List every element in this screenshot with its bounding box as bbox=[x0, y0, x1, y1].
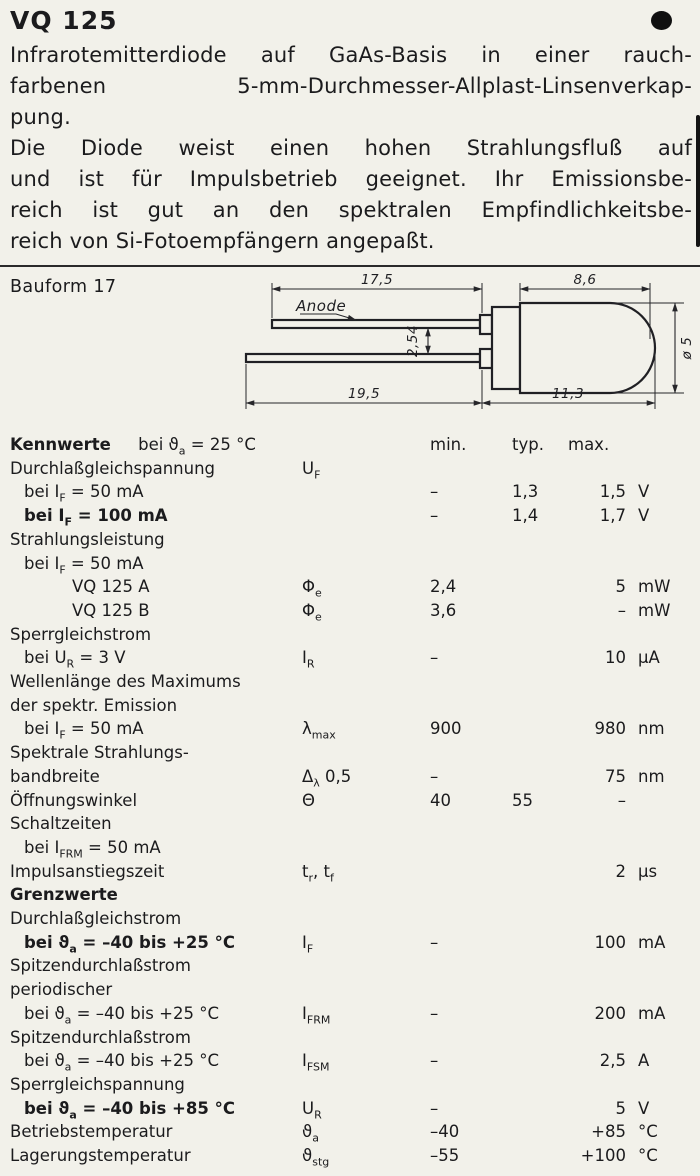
intro-line: reich von Si-Fotoempfängern angepaßt. bbox=[10, 229, 435, 253]
row-unit bbox=[632, 670, 692, 694]
cathode-lead bbox=[246, 354, 480, 362]
row-max-value bbox=[558, 978, 632, 1002]
row-unit: A bbox=[638, 1051, 650, 1071]
row-min-value: –55 bbox=[430, 1146, 460, 1166]
row-typ-value: 1,3 bbox=[512, 482, 539, 502]
row-unit: V bbox=[638, 1098, 650, 1118]
table-row bbox=[10, 575, 692, 599]
row-min-value bbox=[416, 812, 492, 836]
row-min-value: –40 bbox=[430, 1122, 460, 1142]
row-min-value bbox=[416, 670, 492, 694]
row-max-value bbox=[558, 623, 632, 647]
row-max-value bbox=[558, 552, 632, 576]
row-symbol: $I_F$ bbox=[302, 932, 314, 956]
table-row bbox=[10, 504, 692, 528]
table-row bbox=[10, 1002, 692, 1026]
row-max-value: +100 bbox=[580, 1146, 626, 1166]
row-unit: nm bbox=[638, 719, 665, 739]
table-row bbox=[10, 789, 692, 813]
row-max-value bbox=[558, 812, 632, 836]
table-row bbox=[10, 1120, 692, 1144]
row-unit: °C bbox=[638, 1122, 658, 1142]
column-header-min: min. bbox=[430, 435, 467, 454]
row-typ-value bbox=[492, 836, 558, 860]
row-min-value: 3,6 bbox=[430, 600, 457, 620]
row-symbol bbox=[290, 978, 416, 1002]
row-unit: mA bbox=[638, 1003, 666, 1023]
row-min-value: – bbox=[430, 1003, 439, 1023]
row-label: bei $ϑ_a = -40$ bis +25 °C bbox=[24, 1003, 219, 1027]
row-typ-value bbox=[492, 741, 558, 765]
row-symbol bbox=[290, 552, 416, 576]
table-row bbox=[10, 623, 692, 647]
component-outline bbox=[246, 303, 655, 393]
row-min-value: – bbox=[430, 766, 439, 786]
row-max-value: +85 bbox=[591, 1122, 626, 1142]
package-diagram bbox=[238, 273, 700, 433]
table-row bbox=[10, 1026, 692, 1050]
row-unit bbox=[632, 883, 692, 907]
table-row bbox=[10, 931, 692, 955]
row-min-value: 2,4 bbox=[430, 577, 457, 597]
row-typ-value bbox=[492, 860, 558, 884]
column-header-max: max. bbox=[568, 435, 610, 454]
intro-line: und ist für Impulsbetrieb geeignet. Ihr Emissionsbe- bbox=[10, 167, 692, 191]
row-label: bandbreite bbox=[10, 766, 100, 786]
row-label: der spektr. Emission bbox=[10, 695, 178, 715]
row-symbol: $\Phi_e$ bbox=[302, 600, 322, 624]
row-unit: μs bbox=[638, 861, 658, 881]
table-row bbox=[10, 836, 692, 860]
row-symbol: $t_r$, $t_f$ bbox=[302, 861, 334, 884]
row-min-value bbox=[416, 741, 492, 765]
row-symbol: $\Phi_e$ bbox=[302, 577, 322, 600]
row-typ-value bbox=[492, 670, 558, 694]
lead-seal-top bbox=[480, 315, 492, 334]
row-symbol bbox=[290, 741, 416, 765]
page-header bbox=[10, 6, 692, 40]
row-max-value bbox=[558, 694, 632, 718]
row-symbol bbox=[290, 836, 416, 860]
column-header-unit-spacer bbox=[632, 433, 692, 457]
table-row bbox=[10, 717, 692, 741]
row-symbol bbox=[290, 907, 416, 931]
row-min-value: – bbox=[430, 648, 439, 668]
page-marker-dot-icon bbox=[651, 11, 672, 30]
row-max-value: 200 bbox=[594, 1003, 626, 1023]
row-label: Durchlaßgleichstrom bbox=[10, 909, 182, 929]
row-typ-value bbox=[492, 1097, 558, 1121]
row-symbol bbox=[290, 504, 416, 528]
row-symbol bbox=[290, 883, 416, 907]
table-row bbox=[10, 765, 692, 789]
row-label: bei $U_R = 3$ V bbox=[24, 648, 126, 671]
row-max-value: 10 bbox=[605, 648, 626, 668]
row-min-value bbox=[416, 907, 492, 931]
row-typ-value bbox=[492, 1002, 558, 1026]
row-typ-value bbox=[492, 1026, 558, 1050]
row-max-value bbox=[558, 1073, 632, 1097]
row-symbol bbox=[290, 528, 416, 552]
bauform-label: Bauform 17 bbox=[10, 277, 117, 297]
row-typ-value: 1,4 bbox=[512, 506, 539, 526]
table-row bbox=[10, 480, 692, 504]
row-max-value bbox=[558, 670, 632, 694]
row-max-value bbox=[558, 1026, 632, 1050]
row-label: Impulsanstiegszeit bbox=[10, 861, 165, 881]
row-unit bbox=[632, 741, 692, 765]
row-unit bbox=[632, 812, 692, 836]
row-typ-value bbox=[492, 599, 558, 623]
row-min-value: – bbox=[430, 1051, 439, 1071]
table-row bbox=[10, 741, 692, 765]
row-unit: mW bbox=[638, 600, 671, 620]
row-label: Spitzendurchlaßstrom bbox=[10, 1027, 191, 1047]
ratings-table bbox=[10, 433, 692, 1168]
row-min-value: – bbox=[430, 1098, 439, 1118]
row-symbol bbox=[290, 670, 416, 694]
anode-label: Anode bbox=[296, 297, 347, 315]
row-symbol: $I_{FSM}$ bbox=[302, 1051, 330, 1074]
row-unit bbox=[632, 907, 692, 931]
row-symbol bbox=[290, 954, 416, 978]
table-header bbox=[10, 433, 692, 457]
table-row bbox=[10, 528, 692, 552]
scan-edge-artifact bbox=[696, 115, 700, 247]
row-symbol: $U_R$ bbox=[302, 1098, 322, 1121]
section-divider bbox=[0, 265, 700, 267]
row-unit bbox=[632, 552, 692, 576]
row-label: bei $ϑ_a = -40$ bis +25 °C bbox=[24, 1051, 219, 1074]
row-typ-value bbox=[492, 623, 558, 647]
row-label: VQ 125 A bbox=[72, 577, 150, 597]
row-symbol bbox=[290, 812, 416, 836]
row-label: Öffnungswinkel bbox=[10, 790, 138, 810]
kennwerte-heading: Kennwerte bbox=[10, 435, 111, 454]
row-min-value: – bbox=[430, 482, 439, 502]
table-header-left bbox=[10, 433, 416, 457]
dim-lead-top-length: 17,5 bbox=[360, 273, 394, 288]
table-row bbox=[10, 1097, 692, 1121]
page-title: VQ 125 bbox=[10, 6, 118, 35]
row-symbol: Θ bbox=[302, 790, 315, 810]
row-min-value bbox=[416, 457, 492, 481]
dim-diameter: ø 5 bbox=[679, 336, 695, 360]
row-max-value: 2,5 bbox=[599, 1051, 626, 1071]
row-max-value: 100 bbox=[594, 932, 626, 952]
row-typ-value bbox=[492, 765, 558, 789]
row-label: Schaltzeiten bbox=[10, 814, 112, 834]
intro-paragraph-1 bbox=[10, 40, 692, 133]
row-symbol: $ϑ_a$ bbox=[302, 1122, 319, 1145]
row-typ-value bbox=[492, 883, 558, 907]
row-typ-value bbox=[492, 717, 558, 741]
row-unit: mA bbox=[638, 932, 666, 952]
row-unit: nm bbox=[638, 766, 665, 786]
dim-lead-bottom-length: 19,5 bbox=[347, 386, 381, 402]
row-max-value: 5 bbox=[615, 1098, 626, 1118]
row-typ-value bbox=[492, 978, 558, 1002]
row-unit bbox=[632, 694, 692, 718]
row-unit bbox=[632, 836, 692, 860]
row-label: bei $ϑ_a = -40$ bis +25 °C bbox=[24, 932, 235, 956]
row-symbol: $I_R$ bbox=[302, 648, 315, 671]
intro-line: Infrarotemitterdiode auf GaAs-Basis in einer rauch- bbox=[10, 43, 692, 67]
row-typ-value bbox=[492, 931, 558, 955]
row-min-value bbox=[416, 694, 492, 718]
lead-seal-bottom bbox=[480, 349, 492, 368]
row-label: bei $ϑ_a = -40$ bis +85 °C bbox=[24, 1098, 235, 1121]
row-min-value bbox=[416, 552, 492, 576]
table-row bbox=[10, 1049, 692, 1073]
row-label: Grenzwerte bbox=[10, 885, 118, 905]
dim-body-bottom-length: 11,3 bbox=[551, 386, 585, 402]
row-typ-value bbox=[492, 457, 558, 481]
row-max-value bbox=[558, 883, 632, 907]
row-symbol bbox=[290, 694, 416, 718]
row-max-value: – bbox=[617, 600, 626, 620]
row-label: bei $I_F = 50$ mA bbox=[24, 719, 144, 742]
row-max-value: – bbox=[617, 790, 626, 810]
row-label: bei $I_F = 50$ mA bbox=[24, 482, 144, 505]
row-symbol bbox=[290, 480, 416, 504]
row-symbol bbox=[290, 623, 416, 647]
row-min-value bbox=[416, 954, 492, 978]
row-unit bbox=[632, 528, 692, 552]
row-typ-value bbox=[492, 646, 558, 670]
row-min-value bbox=[416, 836, 492, 860]
row-max-value: 1,5 bbox=[599, 482, 626, 502]
row-typ-value bbox=[492, 1049, 558, 1073]
row-label: Sperrgleichspannung bbox=[10, 1074, 185, 1094]
row-max-value bbox=[558, 741, 632, 765]
table-body bbox=[10, 457, 692, 1168]
row-typ-value bbox=[492, 575, 558, 599]
row-typ-value bbox=[492, 694, 558, 718]
row-typ-value bbox=[492, 1144, 558, 1168]
row-unit bbox=[632, 1026, 692, 1050]
row-symbol bbox=[290, 1073, 416, 1097]
row-label: Wellenlänge des Maximums bbox=[10, 672, 241, 692]
row-min-value bbox=[416, 1073, 492, 1097]
row-min-value bbox=[416, 883, 492, 907]
row-min-value: 900 bbox=[430, 719, 462, 739]
table-row bbox=[10, 1073, 692, 1097]
row-label: Durchlaßgleichspannung bbox=[10, 458, 216, 478]
table-row bbox=[10, 646, 692, 670]
table-row bbox=[10, 812, 692, 836]
row-max-value: 1,7 bbox=[599, 506, 626, 526]
row-label: bei $I_F = 50$ mA bbox=[24, 553, 144, 576]
row-min-value: – bbox=[430, 932, 439, 952]
row-min-value bbox=[416, 860, 492, 884]
package-collar bbox=[492, 307, 520, 389]
table-row bbox=[10, 860, 692, 884]
column-header-typ: typ. bbox=[512, 435, 544, 454]
intro-line: reich ist gut an den spektralen Empfindlichkeitsbe- bbox=[10, 198, 692, 222]
row-symbol: $\Delta_\lambda$ 0,5 bbox=[302, 766, 352, 790]
row-typ-value bbox=[492, 552, 558, 576]
row-max-value: 2 bbox=[615, 861, 626, 881]
row-min-value: – bbox=[430, 506, 439, 526]
row-max-value bbox=[558, 907, 632, 931]
row-typ-value bbox=[492, 954, 558, 978]
row-symbol bbox=[290, 1026, 416, 1050]
intro-line: Die Diode weist einen hohen Strahlungsfluß auf bbox=[10, 136, 692, 160]
table-row bbox=[10, 978, 692, 1002]
row-symbol: $ϑ_{stg}$ bbox=[302, 1146, 330, 1169]
row-label: periodischer bbox=[10, 980, 113, 1000]
row-max-value: 980 bbox=[594, 719, 626, 739]
row-max-value bbox=[558, 836, 632, 860]
row-min-value bbox=[416, 978, 492, 1002]
row-unit bbox=[632, 1073, 692, 1097]
table-row bbox=[10, 599, 692, 623]
row-unit bbox=[632, 954, 692, 978]
row-unit: V bbox=[638, 506, 650, 526]
table-row bbox=[10, 552, 692, 576]
row-label: Lagerungstemperatur bbox=[10, 1146, 191, 1166]
row-unit: μA bbox=[638, 648, 660, 668]
intro-line: farbenen 5-mm-Durchmesser-Allplast-Linsenverkap- bbox=[10, 74, 692, 98]
intro-paragraph-2 bbox=[10, 133, 692, 257]
package-drawing bbox=[10, 271, 695, 431]
row-unit: mW bbox=[638, 577, 671, 597]
row-typ-value bbox=[492, 1120, 558, 1144]
table-row bbox=[10, 883, 692, 907]
row-typ-value bbox=[492, 907, 558, 931]
row-max-value bbox=[558, 457, 632, 481]
row-max-value: 75 bbox=[605, 766, 626, 786]
table-row bbox=[10, 670, 692, 694]
row-typ-value: 55 bbox=[512, 790, 533, 810]
row-label: Betriebstemperatur bbox=[10, 1122, 173, 1142]
kennwerte-condition: bei $ϑ_a = 25$ °C bbox=[138, 435, 256, 458]
package-dome bbox=[520, 303, 655, 393]
intro-line: pung. bbox=[10, 105, 71, 129]
row-unit bbox=[632, 789, 692, 813]
row-min-value bbox=[416, 528, 492, 552]
row-symbol: $U_F$ bbox=[302, 458, 321, 481]
row-symbol: $I_{FRM}$ bbox=[302, 1003, 331, 1027]
row-label: Sperrgleichstrom bbox=[10, 624, 152, 644]
row-unit bbox=[632, 623, 692, 647]
row-label: bei $I_{FRM} = 50$ mA bbox=[24, 837, 161, 861]
anode-lead bbox=[272, 320, 480, 328]
row-min-value bbox=[416, 623, 492, 647]
row-label: Spitzendurchlaßstrom bbox=[10, 956, 191, 976]
row-unit bbox=[632, 457, 692, 481]
row-typ-value bbox=[492, 1073, 558, 1097]
row-label: Strahlungsleistung bbox=[10, 529, 165, 549]
row-min-value bbox=[416, 1026, 492, 1050]
table-row bbox=[10, 907, 692, 931]
row-label: VQ 125 B bbox=[72, 600, 150, 620]
table-row bbox=[10, 457, 692, 481]
row-unit bbox=[632, 978, 692, 1002]
dim-body-length: 8,6 bbox=[573, 273, 597, 288]
table-row bbox=[10, 1144, 692, 1168]
row-typ-value bbox=[492, 812, 558, 836]
row-max-value bbox=[558, 954, 632, 978]
row-unit: °C bbox=[638, 1146, 658, 1166]
dim-lead-pitch: 2,54 bbox=[405, 324, 421, 358]
table-row bbox=[10, 954, 692, 978]
row-unit: V bbox=[638, 482, 650, 502]
row-min-value: 40 bbox=[430, 790, 451, 810]
row-max-value bbox=[558, 528, 632, 552]
row-label: Spektrale Strahlungs- bbox=[10, 743, 189, 763]
row-typ-value bbox=[492, 528, 558, 552]
row-max-value: 5 bbox=[615, 577, 626, 597]
table-row bbox=[10, 694, 692, 718]
row-symbol: $\lambda_{max}$ bbox=[302, 719, 336, 742]
row-label: bei $I_F = 100$ mA bbox=[24, 506, 168, 529]
